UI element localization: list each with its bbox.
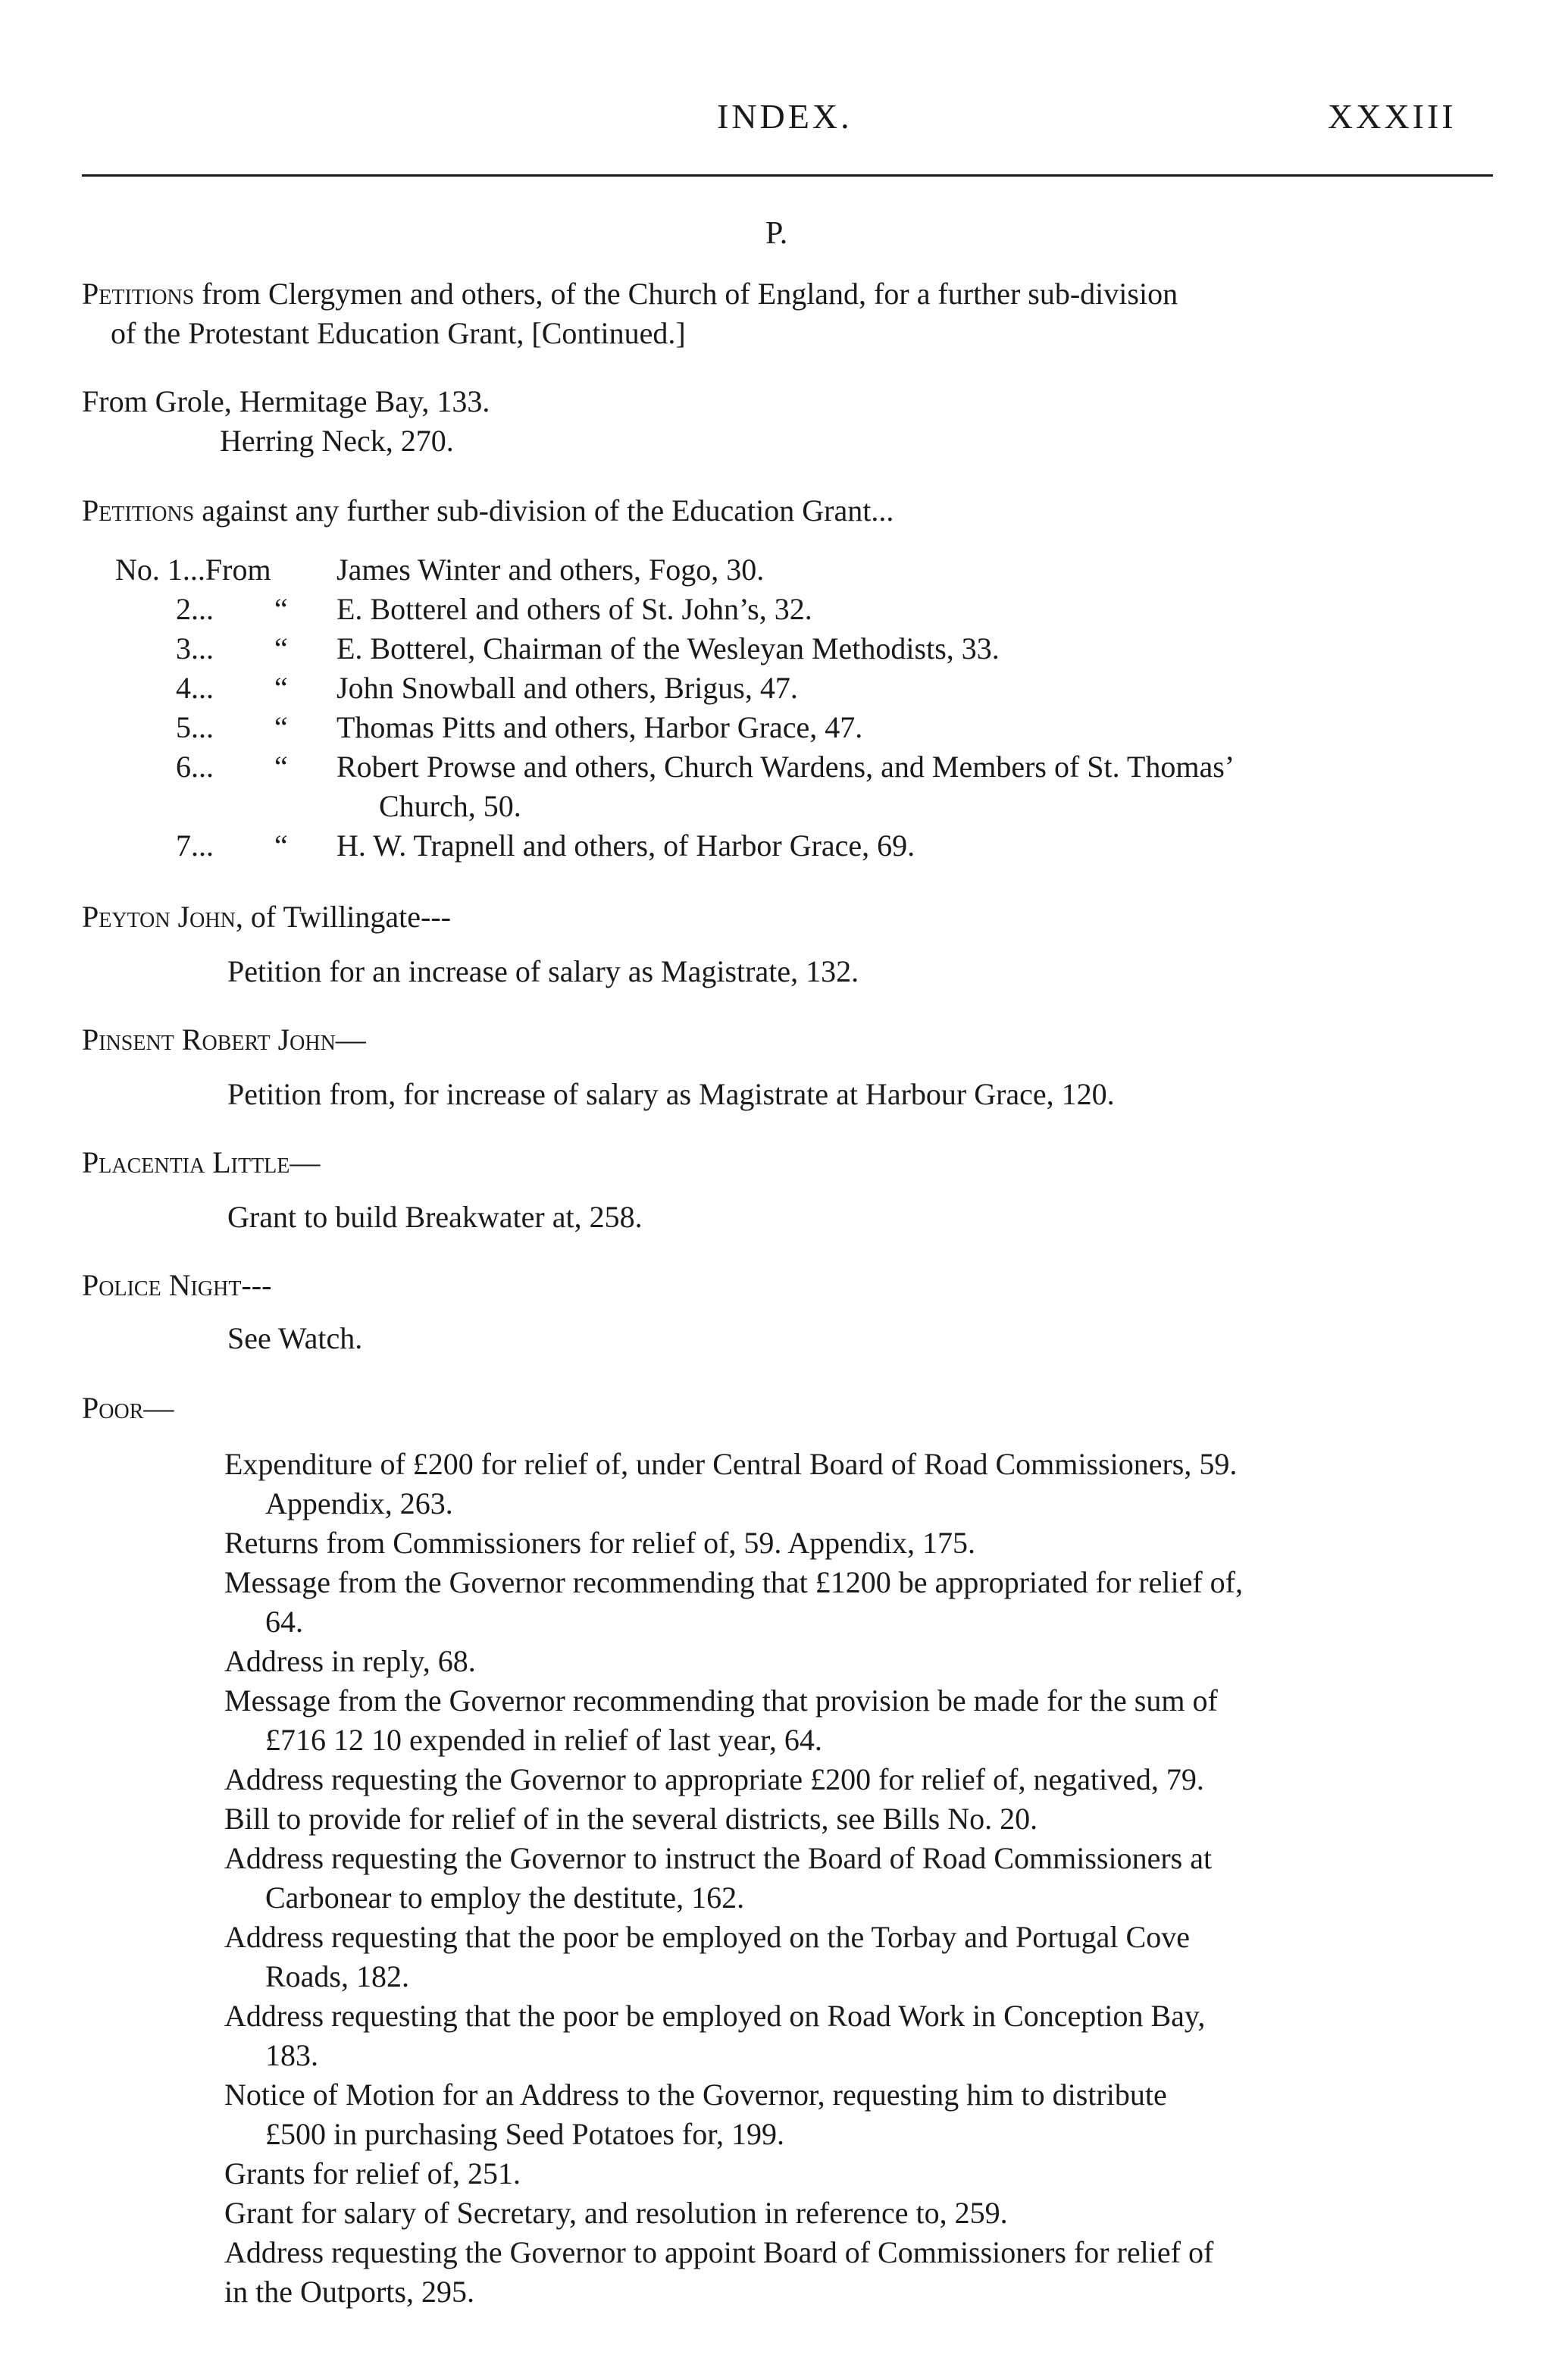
- ditto-mark: “: [274, 828, 288, 863]
- poor-line: Message from the Governor recommending that £1200 be appropriated for relief of,: [224, 1565, 1243, 1599]
- poor-line: Notice of Motion for an Address to the Governor, requesting him to distribute: [224, 2078, 1167, 2112]
- ditto-mark: “: [274, 592, 288, 626]
- ditto-mark: “: [274, 750, 288, 784]
- petition-text: Robert Prowse and others, Church Wardens, and Members of St. Thomas’: [336, 750, 1235, 784]
- poor-line: Appendix, 263.: [265, 1486, 453, 1520]
- poor-line: Carbonear to employ the destitute, 162.: [265, 1880, 745, 1915]
- ditto-mark: “: [274, 671, 288, 705]
- entry-continuation: of the Protestant Education Grant, [Continued.]: [111, 316, 686, 350]
- poor-line: Expenditure of £200 for relief of, under Central Board of Road Commissioners, 59.: [224, 1447, 1238, 1481]
- poor-line: Grants for relief of, 251.: [224, 2156, 521, 2190]
- petition-number: No. 1...From: [115, 553, 271, 587]
- entry-peyton-heading-line: [82, 897, 451, 937]
- sub-entry: See Watch.: [227, 1321, 363, 1355]
- petition-text-continuation: Church, 50.: [379, 789, 521, 823]
- ditto-mark: “: [274, 631, 288, 665]
- entry-heading-rest: against any further sub-division of the Education Grant...: [194, 493, 894, 528]
- poor-line: Address requesting the Governor to instruct the Board of Road Commissioners at: [224, 1841, 1213, 1875]
- sub-entry: Herring Neck, 270.: [220, 424, 454, 458]
- running-title: INDEX.: [717, 97, 853, 136]
- poor-line: 183.: [265, 2038, 318, 2072]
- petition-text: H. W. Trapnell and others, of Harbor Grace, 69.: [336, 828, 915, 863]
- ditto-mark: “: [274, 710, 288, 744]
- entry-heading: Poor—: [82, 1391, 174, 1425]
- poor-line: Returns from Commissioners for relief of, 59. Appendix, 175.: [224, 1526, 975, 1560]
- entry-heading-rest: from Clergymen and others, of the Church of England, for a further sub-division: [194, 277, 1178, 311]
- entry-heading: Peyton John,: [82, 900, 243, 934]
- sub-entry: Petition for an increase of salary as Magistrate, 132.: [227, 954, 859, 988]
- section-letter: P.: [765, 216, 788, 251]
- poor-line: Message from the Governor recommending that provision be made for the sum of: [224, 1683, 1218, 1718]
- poor-line: Grant for salary of Secretary, and resolution in reference to, 259.: [224, 2196, 1008, 2230]
- poor-line: in the Outports, 295.: [224, 2275, 474, 2309]
- entry-heading: Pinsent Robert John—: [82, 1022, 366, 1057]
- poor-line: £716 12 10 expended in relief of last year, 64.: [265, 1723, 822, 1757]
- sub-entry: From Grole, Hermitage Bay, 133.: [82, 384, 490, 418]
- petition-number: 5...: [176, 710, 214, 744]
- petition-number: 6...: [176, 750, 214, 784]
- petition-text: E. Botterel and others of St. John’s, 32.: [336, 592, 812, 626]
- poor-line: Address requesting that the poor be employed on the Torbay and Portugal Cove: [224, 1920, 1190, 1954]
- petition-text: James Winter and others, Fogo, 30.: [336, 553, 765, 587]
- poor-line: Roads, 182.: [265, 1959, 409, 1993]
- poor-line: Address requesting the Governor to appoint Board of Commissioners for relief of: [224, 2235, 1214, 2269]
- entry-petitions-against-heading-line: [82, 491, 894, 531]
- entry-heading: Petitions: [82, 277, 195, 311]
- poor-line: Address in reply, 68.: [224, 1644, 476, 1678]
- petition-number: 2...: [176, 592, 214, 626]
- petition-number: 7...: [176, 828, 214, 863]
- petition-text: Thomas Pitts and others, Harbor Grace, 47.: [336, 710, 863, 744]
- page-number: XXXIII: [1328, 97, 1457, 136]
- entry-heading: Placentia Little—: [82, 1145, 321, 1179]
- petition-number: 4...: [176, 671, 214, 705]
- poor-line: £500 in purchasing Seed Potatoes for, 199.: [265, 2117, 784, 2151]
- entry-heading: Police Night---: [82, 1268, 272, 1302]
- entry-heading-rest: of Twillingate---: [243, 900, 452, 934]
- petition-text: John Snowball and others, Brigus, 47.: [336, 671, 798, 705]
- poor-line: Bill to provide for relief of in the several districts, see Bills No. 20.: [224, 1802, 1038, 1836]
- entry-heading: Petitions: [82, 493, 195, 528]
- poor-line: Address requesting the Governor to appropriate £200 for relief of, negatived, 79.: [224, 1762, 1204, 1796]
- sub-entry: Grant to build Breakwater at, 258.: [227, 1200, 643, 1234]
- header-rule: [82, 174, 1493, 177]
- petition-text: E. Botterel, Chairman of the Wesleyan Methodists, 33.: [336, 631, 1000, 665]
- entry-petitions-clergy-heading-line: [82, 274, 1178, 314]
- sub-entry: Petition from, for increase of salary as Magistrate at Harbour Grace, 120.: [227, 1077, 1115, 1111]
- poor-line: 64.: [265, 1605, 303, 1639]
- petition-number: 3...: [176, 631, 214, 665]
- poor-line: Address requesting that the poor be employed on Road Work in Conception Bay,: [224, 1999, 1206, 2033]
